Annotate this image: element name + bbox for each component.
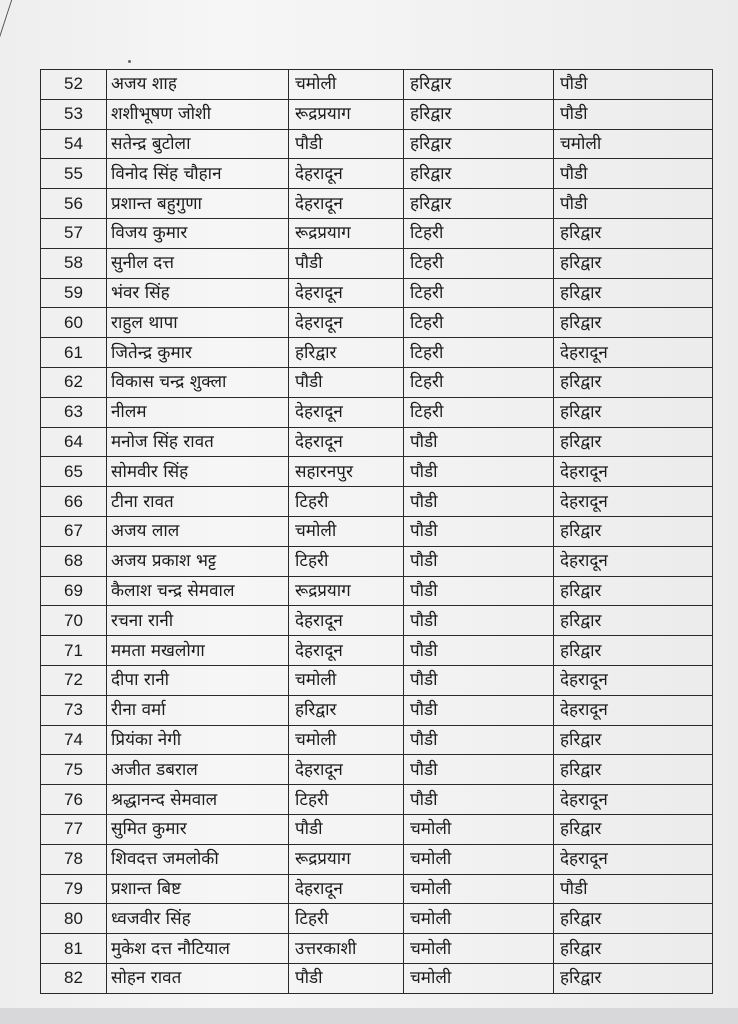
- name-cell: विजय कुमार: [107, 218, 289, 248]
- serial-number-cell: 71: [41, 636, 107, 666]
- table-row: [41, 874, 713, 904]
- serial-number-cell: 80: [41, 904, 107, 934]
- district-cell-3: पौडी: [554, 874, 713, 904]
- table-row: [41, 516, 713, 546]
- name-cell: भंवर सिंह: [107, 278, 289, 308]
- page-bottom-edge: [0, 1008, 738, 1024]
- serial-number-cell: 53: [41, 99, 107, 129]
- district-cell-1: देहरादून: [289, 874, 404, 904]
- name-cell: अजय लाल: [107, 516, 289, 546]
- table-row: [41, 755, 713, 785]
- serial-number-cell: 54: [41, 129, 107, 159]
- serial-number-cell: 73: [41, 695, 107, 725]
- table-row: [41, 70, 713, 100]
- table-row: [41, 606, 713, 636]
- serial-number-cell: 52: [41, 70, 107, 100]
- district-cell-2: चमोली: [404, 934, 554, 964]
- table-row: [41, 367, 713, 397]
- district-cell-2: टिहरी: [404, 397, 554, 427]
- serial-number-cell: 67: [41, 516, 107, 546]
- name-cell: ममता मखलोगा: [107, 636, 289, 666]
- serial-number-cell: 59: [41, 278, 107, 308]
- name-cell: शिवदत्त जमलोकी: [107, 844, 289, 874]
- records-table: [40, 69, 713, 994]
- district-cell-2: पौडी: [404, 695, 554, 725]
- records-table-body: [41, 70, 713, 994]
- serial-number-cell: 74: [41, 725, 107, 755]
- district-cell-2: टिहरी: [404, 308, 554, 338]
- district-cell-1: रूद्रप्रयाग: [289, 576, 404, 606]
- ink-dot: [128, 60, 131, 63]
- district-cell-2: पौडी: [404, 427, 554, 457]
- district-cell-3: हरिद्वार: [554, 755, 713, 785]
- table-row: [41, 546, 713, 576]
- district-cell-3: पौडी: [554, 189, 713, 219]
- serial-number-cell: 76: [41, 785, 107, 815]
- name-cell: टीना रावत: [107, 487, 289, 517]
- district-cell-3: हरिद्वार: [554, 248, 713, 278]
- district-cell-2: टिहरी: [404, 278, 554, 308]
- name-cell: सुनील दत्त: [107, 248, 289, 278]
- district-cell-3: देहरादून: [554, 338, 713, 368]
- district-cell-3: हरिद्वार: [554, 308, 713, 338]
- table-row: [41, 457, 713, 487]
- table-row: [41, 665, 713, 695]
- district-cell-3: देहरादून: [554, 487, 713, 517]
- district-cell-1: रूद्रप्रयाग: [289, 99, 404, 129]
- table-row: [41, 576, 713, 606]
- district-cell-2: टिहरी: [404, 218, 554, 248]
- district-cell-1: देहरादून: [289, 278, 404, 308]
- district-cell-2: हरिद्वार: [404, 70, 554, 100]
- serial-number-cell: 61: [41, 338, 107, 368]
- table-row: [41, 844, 713, 874]
- district-cell-3: देहरादून: [554, 844, 713, 874]
- serial-number-cell: 79: [41, 874, 107, 904]
- district-cell-1: पौडी: [289, 367, 404, 397]
- district-cell-1: टिहरी: [289, 904, 404, 934]
- serial-number-cell: 68: [41, 546, 107, 576]
- district-cell-1: टिहरी: [289, 546, 404, 576]
- district-cell-2: हरिद्वार: [404, 159, 554, 189]
- name-cell: प्रशान्त बिष्ट: [107, 874, 289, 904]
- table-row: [41, 636, 713, 666]
- district-cell-1: उत्तरकाशी: [289, 934, 404, 964]
- district-cell-3: हरिद्वार: [554, 576, 713, 606]
- district-cell-3: देहरादून: [554, 457, 713, 487]
- name-cell: सोमवीर सिंह: [107, 457, 289, 487]
- district-cell-3: हरिद्वार: [554, 606, 713, 636]
- table-row: [41, 159, 713, 189]
- district-cell-2: पौडी: [404, 665, 554, 695]
- district-cell-2: टिहरी: [404, 248, 554, 278]
- table-row: [41, 963, 713, 993]
- district-cell-1: टिहरी: [289, 785, 404, 815]
- district-cell-2: पौडी: [404, 516, 554, 546]
- name-cell: श्रद्धानन्द सेमवाल: [107, 785, 289, 815]
- district-cell-3: हरिद्वार: [554, 904, 713, 934]
- district-cell-2: पौडी: [404, 457, 554, 487]
- name-cell: मुकेश दत्त नौटियाल: [107, 934, 289, 964]
- table-row: [41, 129, 713, 159]
- table-row: [41, 725, 713, 755]
- district-cell-2: चमोली: [404, 844, 554, 874]
- district-cell-1: पौडी: [289, 248, 404, 278]
- serial-number-cell: 69: [41, 576, 107, 606]
- serial-number-cell: 64: [41, 427, 107, 457]
- table-row: [41, 814, 713, 844]
- district-cell-3: हरिद्वार: [554, 636, 713, 666]
- name-cell: जितेन्द्र कुमार: [107, 338, 289, 368]
- page-corner-crease: [0, 0, 30, 44]
- district-cell-3: पौडी: [554, 159, 713, 189]
- district-cell-2: चमोली: [404, 814, 554, 844]
- district-cell-2: पौडी: [404, 576, 554, 606]
- district-cell-2: टिहरी: [404, 338, 554, 368]
- table-row: [41, 785, 713, 815]
- name-cell: शशीभूषण जोशी: [107, 99, 289, 129]
- district-cell-3: चमोली: [554, 129, 713, 159]
- district-cell-1: देहरादून: [289, 189, 404, 219]
- district-cell-2: चमोली: [404, 904, 554, 934]
- district-cell-3: देहरादून: [554, 695, 713, 725]
- table-row: [41, 218, 713, 248]
- district-cell-3: हरिद्वार: [554, 218, 713, 248]
- district-cell-1: देहरादून: [289, 427, 404, 457]
- name-cell: सतेन्द्र बुटोला: [107, 129, 289, 159]
- name-cell: अजीत डबराल: [107, 755, 289, 785]
- serial-number-cell: 58: [41, 248, 107, 278]
- table-row: [41, 427, 713, 457]
- serial-number-cell: 72: [41, 665, 107, 695]
- name-cell: ध्वजवीर सिंह: [107, 904, 289, 934]
- district-cell-2: हरिद्वार: [404, 129, 554, 159]
- district-cell-3: हरिद्वार: [554, 516, 713, 546]
- table-row: [41, 248, 713, 278]
- serial-number-cell: 65: [41, 457, 107, 487]
- district-cell-3: हरिद्वार: [554, 427, 713, 457]
- table-row: [41, 934, 713, 964]
- name-cell: अजय प्रकाश भट्ट: [107, 546, 289, 576]
- district-cell-1: हरिद्वार: [289, 338, 404, 368]
- district-cell-2: पौडी: [404, 725, 554, 755]
- serial-number-cell: 56: [41, 189, 107, 219]
- name-cell: नीलम: [107, 397, 289, 427]
- district-cell-2: पौडी: [404, 755, 554, 785]
- table-row: [41, 397, 713, 427]
- serial-number-cell: 57: [41, 218, 107, 248]
- district-cell-2: हरिद्वार: [404, 99, 554, 129]
- serial-number-cell: 55: [41, 159, 107, 189]
- district-cell-1: देहरादून: [289, 308, 404, 338]
- district-cell-2: पौडी: [404, 546, 554, 576]
- district-cell-3: हरिद्वार: [554, 963, 713, 993]
- name-cell: विनोद सिंह चौहान: [107, 159, 289, 189]
- name-cell: राहुल थापा: [107, 308, 289, 338]
- table-row: [41, 487, 713, 517]
- district-cell-1: देहरादून: [289, 159, 404, 189]
- district-cell-1: चमोली: [289, 725, 404, 755]
- serial-number-cell: 82: [41, 963, 107, 993]
- district-cell-2: टिहरी: [404, 367, 554, 397]
- district-cell-2: पौडी: [404, 636, 554, 666]
- serial-number-cell: 60: [41, 308, 107, 338]
- district-cell-1: सहारनपुर: [289, 457, 404, 487]
- district-cell-1: चमोली: [289, 516, 404, 546]
- district-cell-3: पौडी: [554, 70, 713, 100]
- district-cell-1: रूद्रप्रयाग: [289, 844, 404, 874]
- district-cell-1: चमोली: [289, 665, 404, 695]
- table-row: [41, 904, 713, 934]
- district-cell-1: पौडी: [289, 814, 404, 844]
- table-row: [41, 278, 713, 308]
- district-cell-3: हरिद्वार: [554, 367, 713, 397]
- district-cell-1: टिहरी: [289, 487, 404, 517]
- name-cell: प्रशान्त बहुगुणा: [107, 189, 289, 219]
- table-row: [41, 338, 713, 368]
- district-cell-2: हरिद्वार: [404, 189, 554, 219]
- serial-number-cell: 70: [41, 606, 107, 636]
- district-cell-3: हरिद्वार: [554, 814, 713, 844]
- district-cell-3: हरिद्वार: [554, 725, 713, 755]
- district-cell-3: देहरादून: [554, 785, 713, 815]
- district-cell-3: हरिद्वार: [554, 397, 713, 427]
- table-row: [41, 308, 713, 338]
- table-row: [41, 189, 713, 219]
- name-cell: सुमित कुमार: [107, 814, 289, 844]
- district-cell-1: पौडी: [289, 963, 404, 993]
- serial-number-cell: 66: [41, 487, 107, 517]
- table-row: [41, 99, 713, 129]
- district-cell-1: रूद्रप्रयाग: [289, 218, 404, 248]
- district-cell-2: चमोली: [404, 874, 554, 904]
- name-cell: अजय शाह: [107, 70, 289, 100]
- district-cell-3: देहरादून: [554, 546, 713, 576]
- district-cell-1: देहरादून: [289, 755, 404, 785]
- district-cell-3: हरिद्वार: [554, 934, 713, 964]
- name-cell: दीपा रानी: [107, 665, 289, 695]
- serial-number-cell: 77: [41, 814, 107, 844]
- district-cell-3: देहरादून: [554, 665, 713, 695]
- district-cell-1: हरिद्वार: [289, 695, 404, 725]
- name-cell: विकास चन्द्र शुक्ला: [107, 367, 289, 397]
- name-cell: मनोज सिंह रावत: [107, 427, 289, 457]
- district-cell-1: चमोली: [289, 70, 404, 100]
- name-cell: रीना वर्मा: [107, 695, 289, 725]
- district-cell-1: देहरादून: [289, 636, 404, 666]
- name-cell: प्रियंका नेगी: [107, 725, 289, 755]
- serial-number-cell: 63: [41, 397, 107, 427]
- district-cell-3: पौडी: [554, 99, 713, 129]
- name-cell: सोहन रावत: [107, 963, 289, 993]
- table-row: [41, 695, 713, 725]
- name-cell: रचना रानी: [107, 606, 289, 636]
- name-cell: कैलाश चन्द्र सेमवाल: [107, 576, 289, 606]
- serial-number-cell: 75: [41, 755, 107, 785]
- serial-number-cell: 78: [41, 844, 107, 874]
- district-cell-3: हरिद्वार: [554, 278, 713, 308]
- district-cell-1: देहरादून: [289, 397, 404, 427]
- district-cell-2: चमोली: [404, 963, 554, 993]
- serial-number-cell: 62: [41, 367, 107, 397]
- serial-number-cell: 81: [41, 934, 107, 964]
- district-cell-2: पौडी: [404, 487, 554, 517]
- district-cell-1: पौडी: [289, 129, 404, 159]
- district-cell-2: पौडी: [404, 785, 554, 815]
- district-cell-1: देहरादून: [289, 606, 404, 636]
- district-cell-2: पौडी: [404, 606, 554, 636]
